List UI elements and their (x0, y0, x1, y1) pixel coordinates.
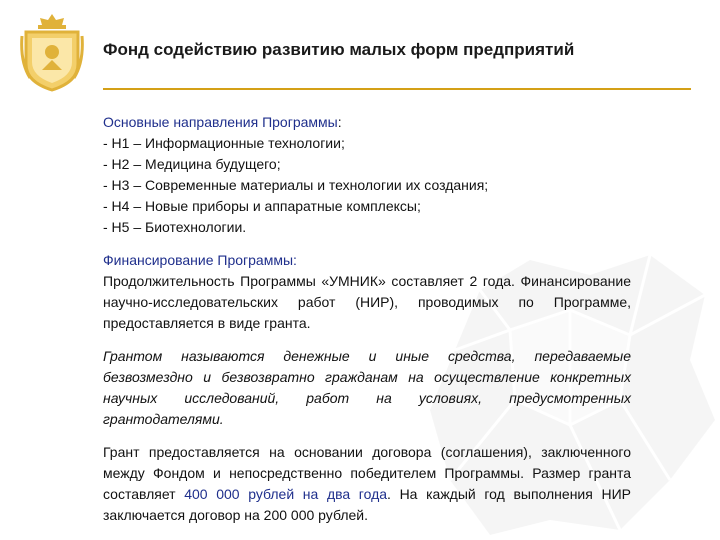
coat-of-arms-emblem (20, 12, 84, 92)
grant-definition: Грантом называются денежные и иные средства, передаваемые безвозмездно и безвозвратно гражданам на осуществление конкретных научных исследований, работ на условиях, предусмотренных грантодателями. (103, 348, 631, 427)
direction-item: - Н2 – Медицина будущего; (103, 156, 281, 172)
header-divider (103, 88, 691, 90)
financing-section (103, 250, 631, 334)
direction-item: - Н5 – Биотехнологии. (103, 219, 247, 235)
grant-terms-text-end: . На каждый год выполнения НИР заключается договор на 200 000 рублей. (103, 486, 631, 523)
directions-heading-line (103, 112, 631, 133)
grant-terms-text: Грант предоставляется на основании договора (соглашения), заключенного между Фондом и непосредственно победителем Программы. Размер гранта составляет (103, 444, 631, 502)
financing-text: Продолжительность Программы «УМНИК» составляет 2 года. Финансирование научно-исследовательских работ (НИР), проводимых по Программе, предоставляется в виде гранта. (103, 273, 631, 331)
page-title: Фонд содействию развитию малых форм предприятий (103, 40, 575, 59)
directions-heading: Основные направления Программы (103, 114, 338, 130)
grant-amount-highlight: 400 000 рублей на два года (184, 486, 388, 502)
direction-item: - Н1 – Информационные технологии; (103, 135, 345, 151)
grant-terms (103, 442, 631, 526)
financing-heading: Финансирование Программы: (103, 252, 297, 268)
direction-item: - Н4 – Новые приборы и аппаратные комплексы; (103, 198, 421, 214)
directions-section (103, 112, 631, 238)
direction-item: - Н3 – Современные материалы и технологии их создания; (103, 177, 489, 193)
main-content (103, 112, 631, 526)
directions-heading-colon: : (337, 114, 342, 130)
